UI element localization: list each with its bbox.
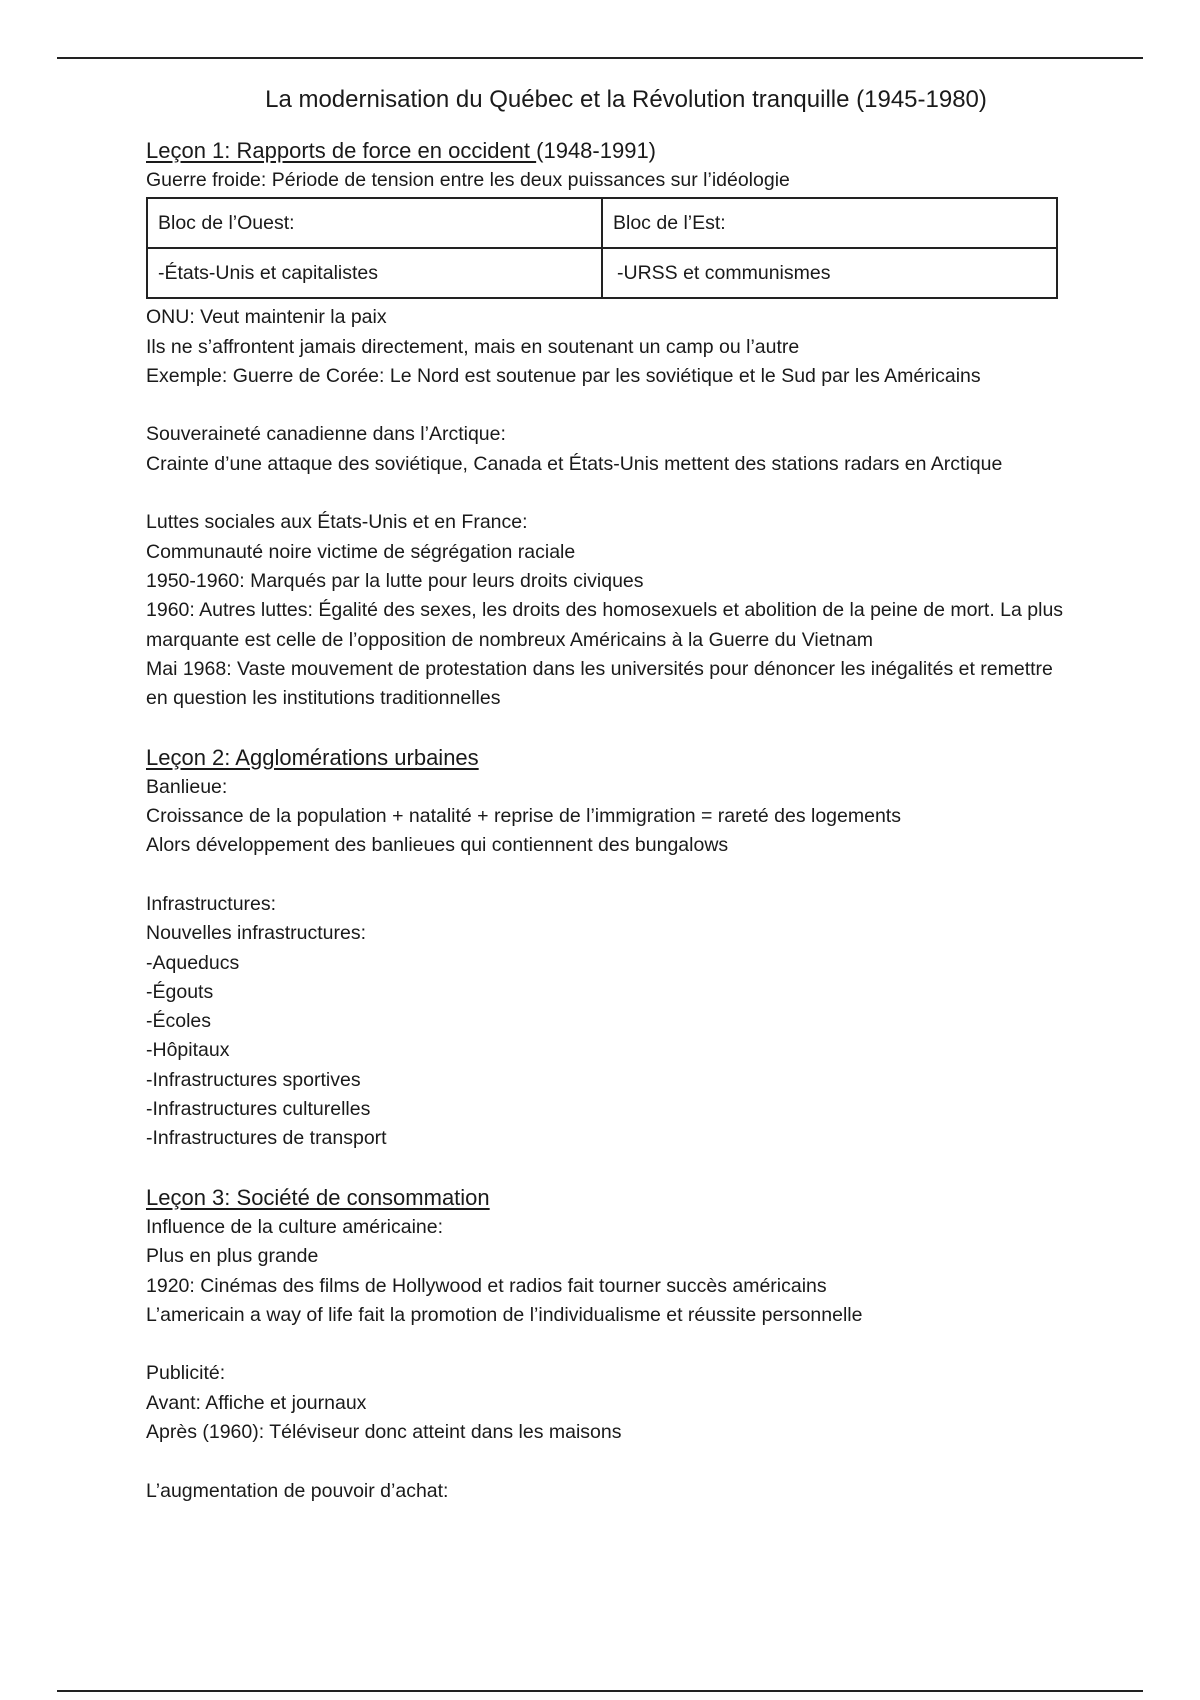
list-item: -Hôpitaux bbox=[146, 1039, 230, 1062]
text-line: L’americain a way of life fait la promotion de l’individualisme et réussite personnelle bbox=[146, 1303, 863, 1326]
table-header-east: Bloc de l’Est: bbox=[602, 198, 1057, 248]
text-line: ONU: Veut maintenir la paix bbox=[146, 306, 387, 329]
text-line: 1960: Autres luttes: Égalité des sexes, les droits des homosexuels et abolition de la peine de mort. La plus marquante est celle de l’opposition de nombreux Américains à la Guerre du Vietnam bbox=[146, 599, 1064, 651]
lesson-2-section bbox=[146, 743, 1066, 1183]
list-item: -Infrastructures culturelles bbox=[146, 1098, 371, 1121]
subheading-pouvoir-achat: L’augmentation de pouvoir d’achat: bbox=[146, 1479, 449, 1502]
list-item: -Infrastructures sportives bbox=[146, 1068, 361, 1091]
text-line: Exemple: Guerre de Corée: Le Nord est soutenue par les soviétique et le Sud par les Américains bbox=[146, 364, 981, 387]
table-cell-east: -URSS et communismes bbox=[602, 248, 1057, 298]
list-item: -Aqueducs bbox=[146, 951, 240, 974]
text-line: Ils ne s’affrontent jamais directement, mais en soutenant un camp ou l’autre bbox=[146, 335, 800, 358]
subheading-infrastructures: Infrastructures: bbox=[146, 892, 277, 915]
lesson-3-section bbox=[146, 1183, 1066, 1506]
text-line: 1950-1960: Marqués par la lutte pour leurs droits civiques bbox=[146, 569, 644, 592]
top-rule bbox=[57, 57, 1143, 59]
lesson-1-heading bbox=[146, 136, 1066, 166]
list-item: -Écoles bbox=[146, 1010, 212, 1033]
lesson-1-heading-dates: (1948-1991) bbox=[536, 138, 657, 163]
lesson-1-section bbox=[146, 136, 1066, 743]
text-line: Nouvelles infrastructures: bbox=[146, 922, 367, 945]
subheading-influence: Influence de la culture américaine: bbox=[146, 1215, 444, 1238]
list-item: -Égouts bbox=[146, 980, 214, 1003]
table-header-west: Bloc de l’Ouest: bbox=[147, 198, 602, 248]
document-title: La modernisation du Québec et la Révolution tranquille (1945-1980) bbox=[265, 86, 987, 113]
text-line: Alors développement des banlieues qui contiennent des bungalows bbox=[146, 834, 729, 857]
lesson-1-heading-title: Leçon 1: Rapports de force en occident bbox=[146, 138, 537, 163]
text-line: Mai 1968: Vaste mouvement de protestation dans les universités pour dénoncer les inégalités et remettre en question les institutions traditionnelles bbox=[146, 657, 1053, 710]
subheading-banlieue: Banlieue: bbox=[146, 775, 228, 798]
list-item: -Infrastructures de transport bbox=[146, 1127, 387, 1150]
blocs-table bbox=[146, 197, 1058, 299]
lesson-2-heading bbox=[146, 743, 1066, 773]
bottom-rule bbox=[57, 1690, 1143, 1692]
lesson-3-heading bbox=[146, 1183, 1066, 1213]
table-cell-west: -États-Unis et capitalistes bbox=[147, 248, 602, 298]
subheading-publicite: Publicité: bbox=[146, 1362, 226, 1385]
table-row bbox=[147, 248, 1057, 298]
subheading-luttes: Luttes sociales aux États-Unis et en France: bbox=[146, 511, 528, 534]
text-line: Crainte d’une attaque des soviétique, Canada et États-Unis mettent des stations radars en Arctique bbox=[146, 452, 1003, 475]
lesson-3-heading-title: Leçon 3: Société de consommation bbox=[146, 1184, 490, 1210]
table-row bbox=[147, 198, 1057, 248]
text-line: Après (1960): Téléviseur donc atteint dans les maisons bbox=[146, 1420, 622, 1443]
text-line: Plus en plus grande bbox=[146, 1245, 319, 1268]
document-page bbox=[146, 84, 1066, 1506]
lesson-2-heading-title: Leçon 2: Agglomérations urbaines bbox=[146, 744, 479, 770]
text-line: Avant: Affiche et journaux bbox=[146, 1391, 367, 1414]
text-line: 1920: Cinémas des films de Hollywood et radios fait tourner succès américains bbox=[146, 1274, 827, 1297]
text-line: Croissance de la population + natalité + reprise de l’immigration = rareté des logements bbox=[146, 805, 901, 828]
text-line: Communauté noire victime de ségrégation raciale bbox=[146, 540, 576, 563]
subheading-arctique: Souveraineté canadienne dans l’Arctique: bbox=[146, 423, 506, 446]
lesson-1-intro: Guerre froide: Période de tension entre les deux puissances sur l’idéologie bbox=[146, 169, 790, 191]
